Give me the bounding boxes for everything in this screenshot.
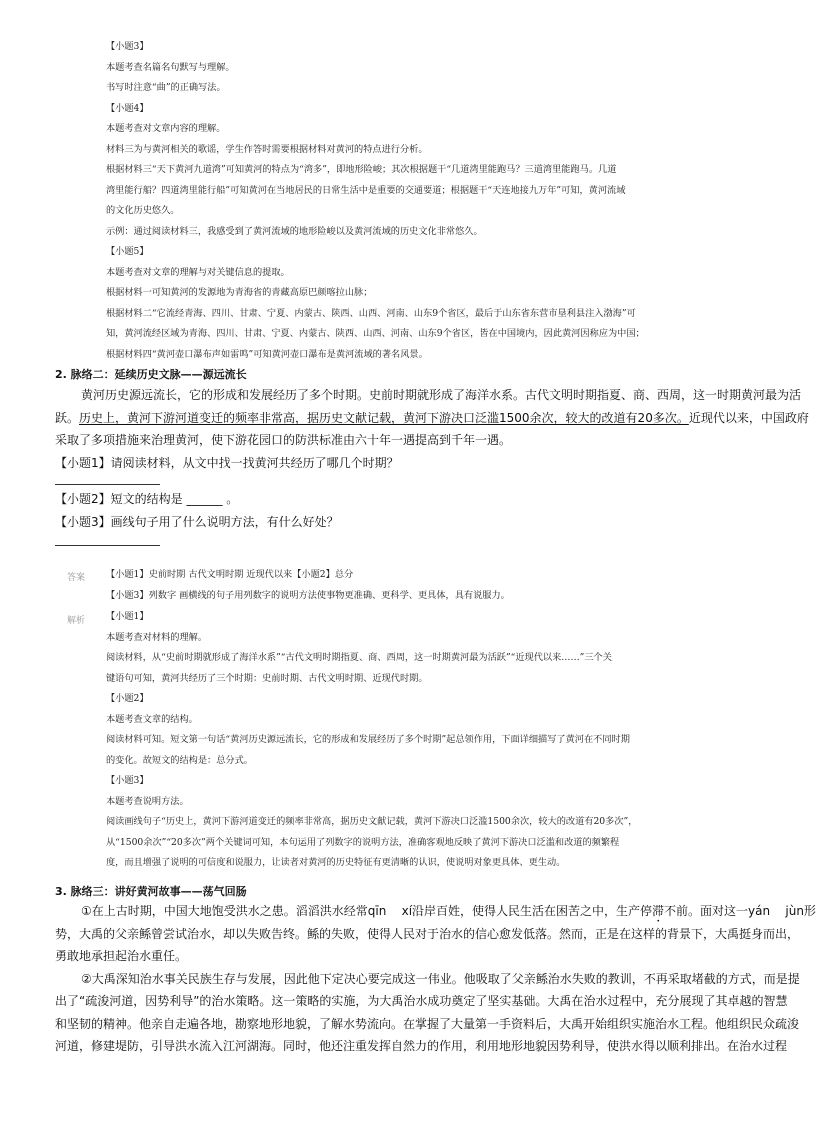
- analysis-line: 阅读材料，从“史前时期就形成了海洋水系”“古代文明时期指夏、商、西周，这一时期黄河最为活跃”“近现代以来……”三个关: [106, 652, 612, 663]
- passage-line: ②大禹深知治水事关民族生存与发展，因此他下定决心要完成这一伟业。他吸取了父亲鲧治水失败的教训，不再采取堵截的方式，而是提: [81, 971, 800, 986]
- explanation-line: 【小题4】: [106, 102, 149, 114]
- analysis-line: 从“1500余次”“20多次”两个关键词可知，本句运用了列数字的说明方法，准确客观地反映了黄河下游决口泛滥和改道的频繁程: [106, 836, 620, 848]
- explanation-line: 湾里能行船？四道湾里能行船”可知黄河在当地居民的日常生活中是重要的交通要道；根据题干“天连地接九万年”可知，黄河流域: [106, 184, 626, 196]
- explanation-line: 知，黄河流经区域为青海、四川、甘肃、宁夏、内蒙古、陕西、山西、河南、山东9个省区，皆在中国境内，因此黄河因称应为中国；: [106, 328, 645, 339]
- section1-explanation: [106, 37, 645, 365]
- section3-passage: [55, 900, 816, 1058]
- passage-line: [55, 900, 816, 923]
- passage-line: 勇敢地承担起治水重任。: [55, 949, 188, 963]
- answer-label: 答案: [67, 573, 86, 583]
- passage-line: 出了“疏浚河道，因势利导”的治水策略。这一策略的实施，为大禹治水成功奠定了坚实基础。大禹在治水过程中，充分展现了其卓越的智慧: [55, 994, 788, 1008]
- explanation-line: 的文化历史悠久。: [106, 205, 180, 216]
- analysis-line: 的变化。故短文的结构是：总分式。: [106, 754, 253, 766]
- explanation-line: 本题考查对文章的理解与对关键信息的提取。: [106, 266, 290, 278]
- section2-title: 2. 脉络二：延续历史文脉——源远流长: [55, 368, 247, 381]
- section2-answer: [106, 565, 510, 606]
- explanation-line: 本题考查对文章内容的理解。: [106, 123, 226, 134]
- analysis-line: 阅读材料可知。短文第一句话“黄河历史源远流长，它的形成和发展经历了多个时期”起总领作用，下面详细描写了黄河在不同时期: [106, 734, 630, 745]
- explanation-line: 示例：通过阅读材料三，我感受到了黄河流域的地形险峻以及黄河流域的历史文化非常悠久。: [106, 225, 483, 237]
- passage-line: 河道，修建堤防，引导洪水流入江河湖海。同时，他还注重发挥自然力的作用，利用地形地貌因势利导，使洪水得以顺利排出。在治水过程: [55, 1039, 788, 1053]
- explanation-line: 根据材料三“天下黄河九道湾”可知黄河的特点为“湾多”，即地形险峻；其次根据题干“几道湾里能跑马？三道湾里能跑马。几道: [106, 164, 617, 175]
- answer-text-line: 【小题3】列数字 画横线的句子用列数字的说明方法使事物更准确、更科学、更具体，具有说服力。: [106, 589, 510, 601]
- explanation-line: 【小题5】: [106, 246, 149, 257]
- explanation-line: 根据材料二“它流经青海、四川、甘肃、宁夏、内蒙古、陕西、山西、河南、山东9个省区，最后于山东省东营市垦利县注入渤海”可: [106, 307, 636, 319]
- question-2: [55, 488, 745, 511]
- analysis-line: 键语句可知，黄河共经历了三个时期：史前时期、古代文明时期、近现代时期。: [106, 672, 428, 684]
- pinyin-gap: [386, 904, 401, 918]
- passage-text: ①在上古时期，中国大地饱受洪水之患。滔滔洪水经常qīn: [81, 904, 387, 918]
- explanation-line: 根据材料四“黄河壶口瀑布声如雷鸣”可知黄河壶口瀑布是黄河流域的著名风景。: [106, 348, 428, 360]
- passage-text: xí沿岸百姓，使得人民生活在困苦之中，生产停: [401, 904, 653, 918]
- question-text: 【小题2】短文的结构是: [55, 492, 183, 506]
- answer-line: [55, 484, 160, 485]
- passage-text: 跃。: [55, 410, 80, 425]
- emphasized-char: 滞: [652, 904, 665, 918]
- analysis-label: 解析: [67, 616, 86, 626]
- passage-text: 不前。面对这一yán: [664, 904, 771, 918]
- analysis-line: 本题考查文章的结构。: [106, 713, 198, 725]
- answer-line: [55, 545, 160, 546]
- passage-line: [55, 407, 809, 430]
- explanation-line: 根据材料一可知黄河的发源地为青海省的青藏高原巴颜喀拉山脉；: [106, 287, 373, 298]
- section3-title: 3. 脉络三：讲好黄河故事——荡气回肠: [55, 885, 247, 898]
- section2-questions: [55, 488, 745, 533]
- passage-line: 势，大禹的父亲鲧曾尝试治水，却以失败告终。鲧的失败，使得人民对于治水的信心愈发低落。然而，正是在这样的背景下，大禹挺身而出，: [55, 926, 800, 941]
- pinyin-gap: [770, 904, 785, 918]
- analysis-line: 【小题2】: [106, 693, 149, 704]
- question-1: 【小题1】请阅读材料，从文中找一找黄河共经历了哪几个时期？: [55, 455, 399, 470]
- analysis-line: 度，而且增强了说明的可信度和说服力，让读者对黄河的历史特征有更清晰的认识，使说明对象更具体、更生动。: [106, 857, 566, 868]
- answer-text-line: 【小题1】史前时期 古代文明时期 近现代以来【小题2】总分: [106, 569, 354, 580]
- passage-line: 采取了多项措施来治理黄河，使下游花园口的防洪标准由六十年一遇提高到千年一遇。: [55, 433, 512, 447]
- passage-line: 黄河历史源远流长，它的形成和发展经历了多个时期。史前时期就形成了海洋水系。古代文明时期指夏、商、西周，这一时期黄河最为活: [81, 388, 802, 402]
- explanation-line: 材料三为与黄河相关的歌谣，学生作答时需要根据材料对黄河的特点进行分析。: [106, 143, 428, 155]
- section2-analysis: [106, 607, 637, 874]
- explanation-line: 书写时注意“曲”的正确写法。: [106, 82, 226, 93]
- analysis-line: 【小题3】: [106, 775, 149, 786]
- passage-text: jùn形: [785, 904, 816, 918]
- question-3: 【小题3】画线句子用了什么说明方法，有什么好处？: [55, 514, 339, 529]
- analysis-line: 阅读画线句子“历史上，黄河下游河道变迁的频率非常高，据历史文献记载，黄河下游决口泛滥1500余次，较大的改道有20多次”，: [106, 816, 638, 827]
- underlined-sentence: 历史上，黄河下游河道变迁的频率非常高，据历史文献记载，黄河下游决口泛滥1500余次，较大的改道有20多次。: [79, 410, 689, 425]
- explanation-line: 本题考查名篇名句默写与理解。: [106, 61, 235, 73]
- passage-text: 近现代以来，中国政府: [688, 410, 809, 425]
- analysis-line: 本题考查对材料的理解。: [106, 631, 208, 643]
- analysis-line: 本题考查说明方法。: [106, 795, 189, 807]
- question-text: 。: [226, 492, 239, 506]
- section2-passage: [55, 384, 809, 474]
- answer-blank[interactable]: ______: [186, 492, 223, 506]
- explanation-line: 【小题3】: [106, 41, 149, 52]
- passage-line: 和坚韧的精神。他亲自走遍各地，勘察地形地貌，了解水势流向。在掌握了大量第一手资料后，大禹开始组织实施治水工程。他组织民众疏浚: [55, 1016, 800, 1031]
- analysis-line: 【小题1】: [106, 611, 149, 622]
